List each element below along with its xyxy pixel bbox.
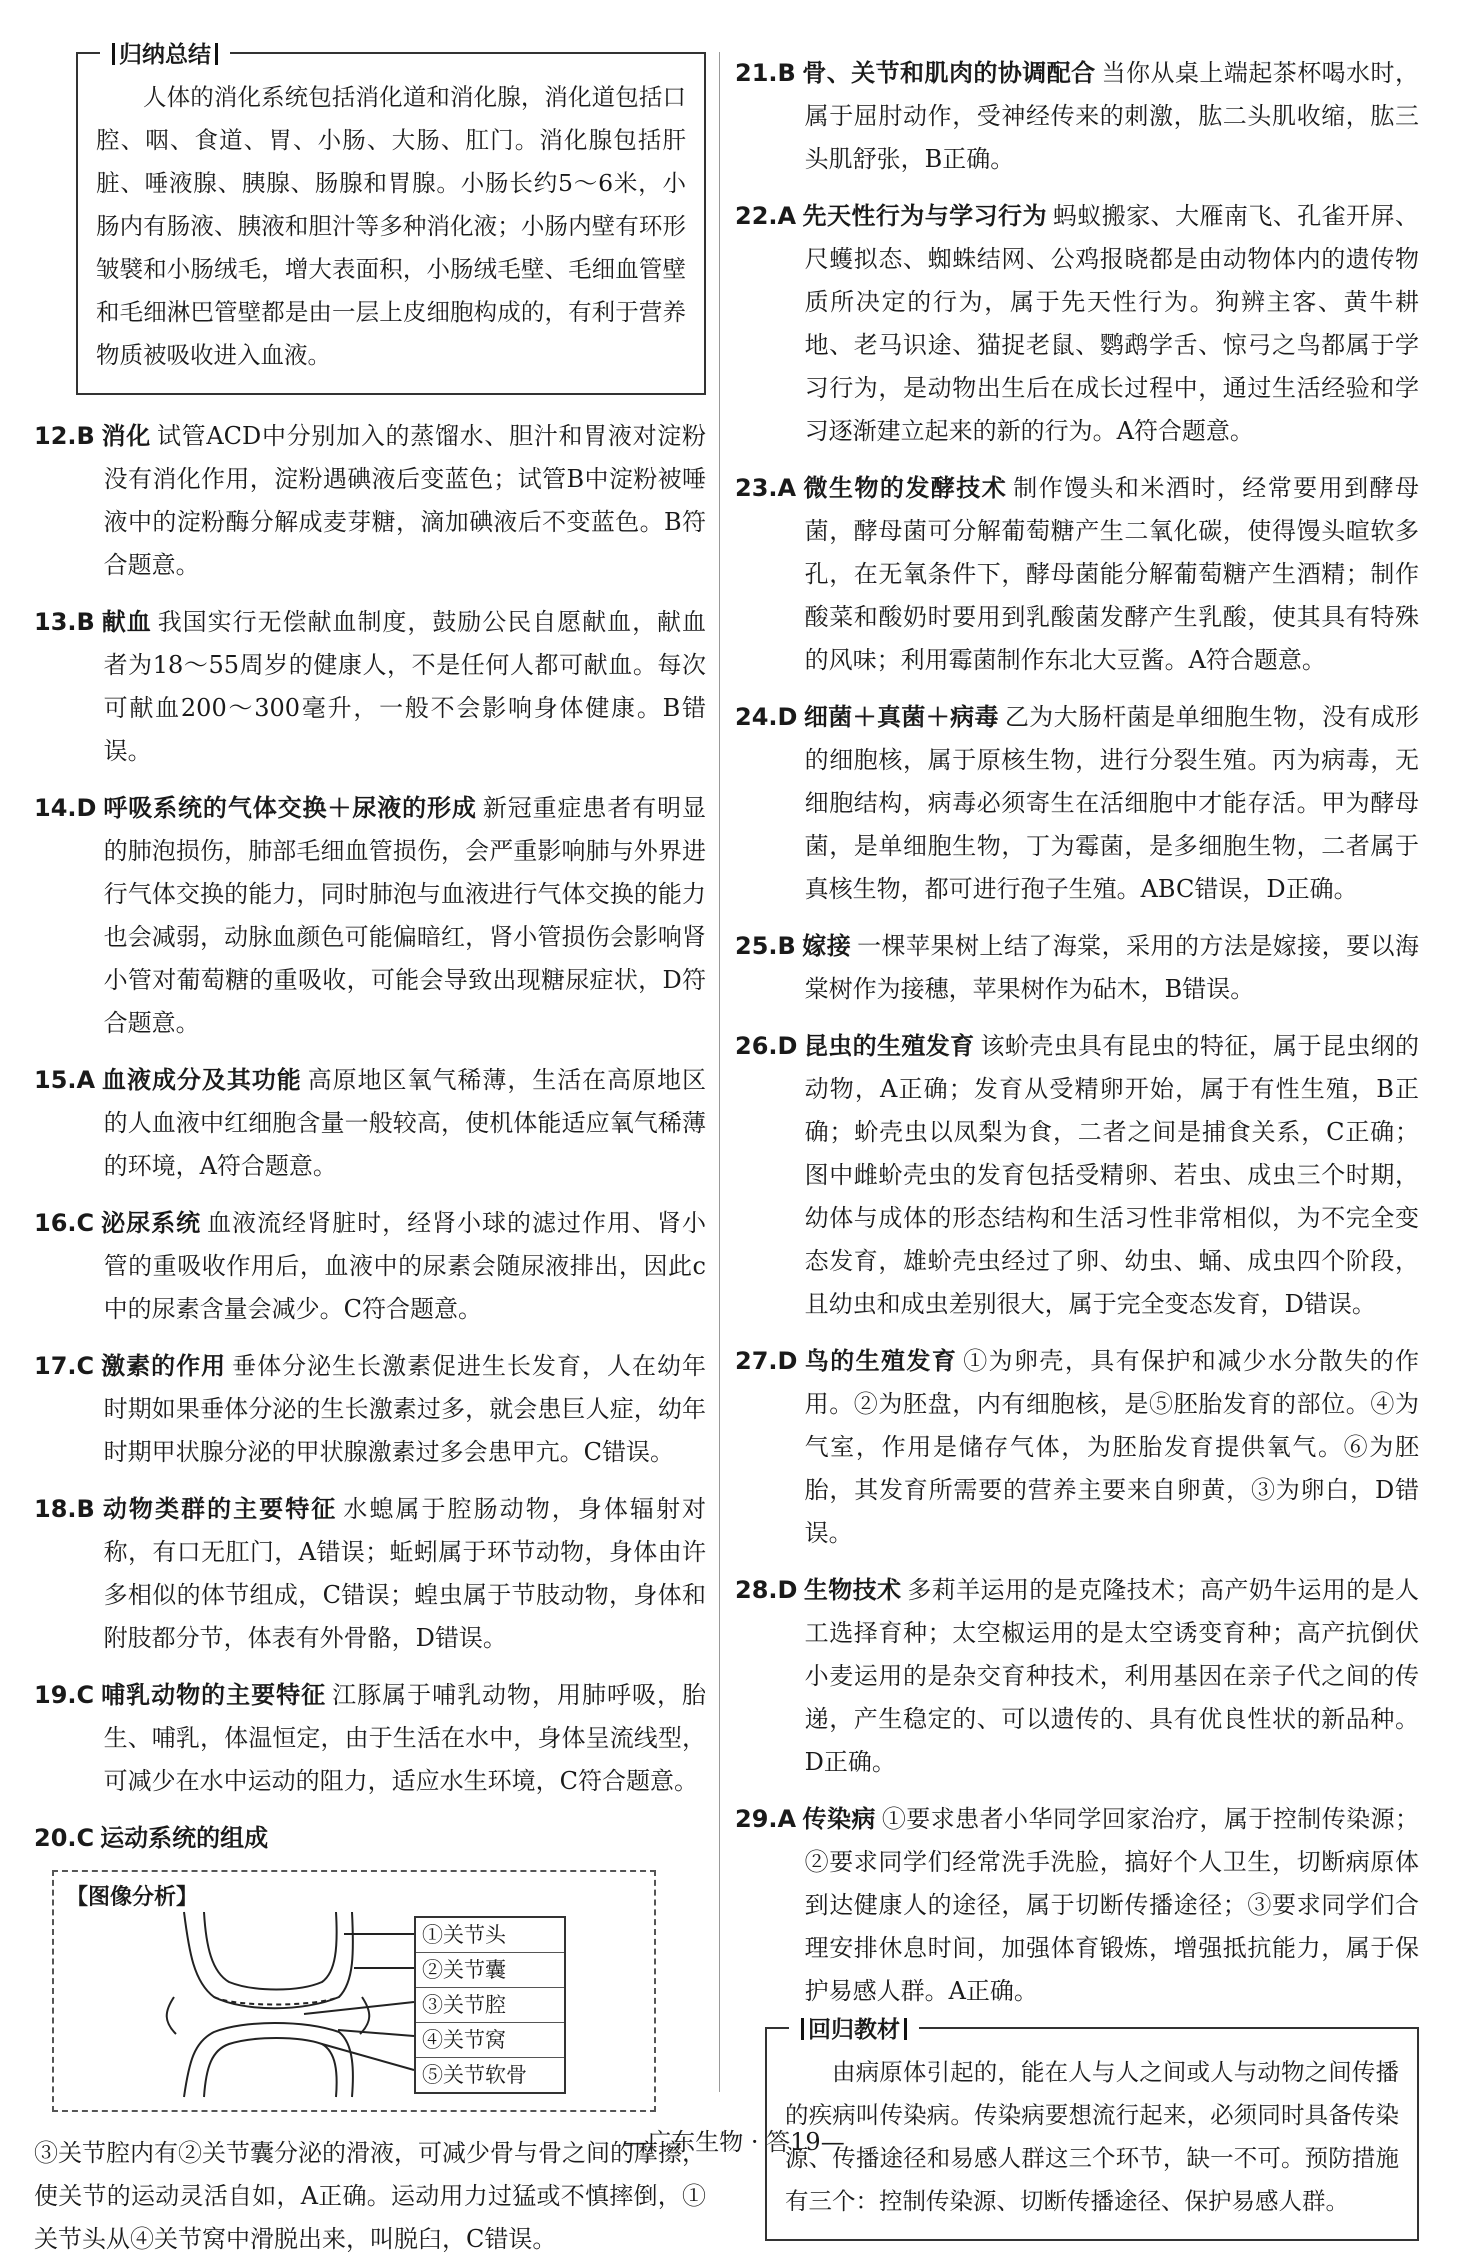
answer-item-18: 18.B 动物类群的主要特征 水螅属于腔肠动物，身体辐射对称，有口无肛门，A错误；蚯蚓属于环节动物，身体由许多相似的体节组成，C错误；蝗虫属于节肢动物，身体和附肢都分节，体表有外骨骼，D错误。 — [34, 1495, 706, 1652]
joint-figure — [52, 1870, 656, 2112]
answer-item-25: 25.B 嫁接 一棵苹果树上结了海棠，采用的方法是嫁接，要以海棠树作为接穗，苹果树作为砧木，B错误。 — [735, 932, 1419, 1003]
summary-box — [76, 42, 706, 395]
answer-item-23: 23.A 微生物的发酵技术 制作馒头和米酒时，经常要用到酵母菌，酵母菌可分解葡萄糖产生二氧化碳，使得馒头暄软多孔，在无氧条件下，酵母菌能分解葡萄糖产生酒精；制作酸菜和酸奶时要用到乳酸菌发酵产生乳酸，使其具有特殊的风味；利用霉菌制作东北大豆酱。A符合题意。 — [735, 474, 1420, 674]
column-divider — [719, 52, 720, 2092]
legend-item: ⑤关节软骨 — [422, 2063, 527, 2087]
answer-item-17: 17.C 激素的作用 垂体分泌生长激素促进生长发育，人在幼年时期如果垂体分泌的生长激素过多，就会患巨人症，幼年时期甲状腺分泌的甲状腺激素过多会患甲亢。C错误。 — [34, 1352, 707, 1466]
figure-title: 【图像分析】 — [66, 1885, 199, 1910]
answer-item-28: 28.D 生物技术 多莉羊运用的是克隆技术；高产奶牛运用的是人工选择育种；太空椒运用的是太空诱变育种；高产抗倒伏小麦运用的是杂交育种技术，利用基因在亲子代之间的传递，产生稳定的、可以遗传的、具有优良性状的新品种。D正确。 — [735, 1576, 1420, 1776]
figure-note: ③关节腔内有②关节囊分泌的滑液，可减少骨与骨之间的摩擦，使关节的运动灵活自如，A正确。运动用力过猛或不慎摔倒，①关节头从④关节窝中滑脱出来，叫脱臼，C错误。 — [34, 2139, 706, 2253]
review-box-text: 由病原体引起的，能在人与人之间或人与动物之间传播的疾病叫传染病。传染病要想流行起来，必须同时具备传染源、传播途径和易感人群这三个环节，缺一不可。预防措施有三个：控制传染源、切断传播途径、保护易感人群。 — [785, 2058, 1399, 2215]
figure-legend — [414, 1916, 566, 2094]
legend-item: ④关节窝 — [416, 2023, 564, 2058]
review-box-title: 回归教材 — [789, 2011, 919, 2044]
answer-item-19: 19.C 哺乳动物的主要特征 江豚属于哺乳动物，用肺呼吸，胎生、哺乳，体温恒定，由于生活在水中，身体呈流线型，可减少在水中运动的阻力，适应水生环境，C符合题意。 — [34, 1681, 707, 1795]
answer-item-24: 24.D 细菌＋真菌＋病毒 乙为大肠杆菌是单细胞生物，没有成形的细胞核，属于原核生物，进行分裂生殖。丙为病毒，无细胞结构，病毒必须寄生在活细胞中才能存活。甲为酵母菌，是单细胞生物，丁为霉菌，是多细胞生物，二者属于真核生物，都可进行孢子生殖。ABC错误，D正确。 — [735, 703, 1420, 903]
answer-item-16: 16.C 泌尿系统 血液流经肾脏时，经肾小球的滤过作用、肾小管的重吸收作用后，血液中的尿素会随尿液排出，因此c中的尿素含量会减少。C符合题意。 — [34, 1209, 707, 1323]
answer-item-29: 29.A 传染病 ①要求患者小华同学回家治疗，属于控制传染源；②要求同学们经常洗手洗脸，搞好个人卫生，切断病原体到达健康人的途径，属于切断传播途径；③要求同学们合理安排休息时间，加强体育锻炼，增强抵抗能力，属于保护易感人群。A正确。 — [735, 1805, 1420, 2005]
summary-box-text: 人体的消化系统包括消化道和消化腺，消化道包括口腔、咽、食道、胃、小肠、大肠、肛门。消化腺包括肝脏、唾液腺、胰腺、肠腺和胃腺。小肠长约5～6米，小肠内有肠液、胰液和胆汁等多种消化液；小肠内壁有环形皱襞和小肠绒毛，增大表面积，小肠绒毛壁、毛细血管壁和毛细淋巴管壁都是由一层上皮细胞构成的，有利于营养物质被吸收进入血液。 — [96, 83, 686, 369]
answer-item-27: 27.D 鸟的生殖发育 ①为卵壳，具有保护和减少水分散失的作用。②为胚盘，内有细胞核，是⑤胚胎发育的部位。④为气室，作用是储存气体，为胚胎发育提供氧气。⑥为胚胎，其发育所需要的营养主要来自卵黄，③为卵白，D错误。 — [735, 1347, 1420, 1547]
legend-item: ①关节头 — [416, 1918, 564, 1953]
summary-box-title: 归纳总结 — [100, 36, 230, 69]
answer-item-13: 13.B 献血 我国实行无偿献血制度，鼓励公民自愿献血，献血者为18～55周岁的健康人，不是任何人都可献血。每次可献血200～300毫升，一般不会影响身体健康。B错误。 — [34, 608, 707, 765]
answer-item-22: 22.A 先天性行为与学习行为 蚂蚁搬家、大雁南飞、孔雀开屏、尺蠖拟态、蜘蛛结网、公鸡报晓都是由动物体内的遗传物质所决定的行为，属于先天性行为。狗辨主客、黄牛耕地、老马识途、猫捉老鼠、鹦鹉学舌、惊弓之鸟都属于学习行为，是动物出生后在成长过程中，通过生活经验和学习逐渐建立起来的新的行为。A符合题意。 — [735, 202, 1420, 445]
page-footer: —广东生物 · 答19— — [623, 2128, 845, 2156]
legend-item: ③关节腔 — [416, 1988, 564, 2023]
answer-item-15: 15.A 血液成分及其功能 高原地区氧气稀薄，生活在高原地区的人血液中红细胞含量一般较高，使机体能适应氧气稀薄的环境，A符合题意。 — [34, 1066, 707, 1180]
answer-item-26: 26.D 昆虫的生殖发育 该蚧壳虫具有昆虫的特征，属于昆虫纲的动物，A正确；发育从受精卵开始，属于有性生殖，B正确；蚧壳虫以凤梨为食，二者之间是捕食关系，C正确；图中雌蚧壳虫的发育包括受精卵、若虫、成虫三个时期，幼体与成体的形态结构和生活习性非常相似，为不完全变态发育，雄蚧壳虫经过了卵、幼虫、蛹、成虫四个阶段，且幼虫和成虫差别很大，属于完全变态发育，D错误。 — [735, 1032, 1420, 1318]
answer-item-20: 20.C 运动系统的组成 — [34, 1824, 269, 1852]
right-column — [735, 52, 1419, 2261]
left-column — [34, 42, 707, 2261]
answer-item-21: 21.B 骨、关节和肌肉的协调配合 当你从桌上端起茶杯喝水时，属于屈肘动作，受神经传来的刺激，肱二头肌收缩，肱三头肌舒张，B正确。 — [735, 59, 1420, 173]
legend-item: ②关节囊 — [416, 1953, 564, 1988]
answer-item-14: 14.D 呼吸系统的气体交换＋尿液的形成 新冠重症患者有明显的肺泡损伤，肺部毛细血管损伤，会严重影响肺与外界进行气体交换的能力，同时肺泡与血液进行气体交换的能力也会减弱，动脉血颜色可能偏暗红，肾小管损伤会影响肾小管对葡萄糖的重吸收，可能会导致出现糖尿症状，D符合题意。 — [34, 794, 706, 1037]
answer-item-12: 12.B 消化 试管ACD中分别加入的蒸馏水、胆汁和胃液对淀粉没有消化作用，淀粉遇碘液后变蓝色；试管B中淀粉被唾液中的淀粉酶分解成麦芽糖，滴加碘液后不变蓝色。B符合题意。 — [34, 422, 707, 579]
